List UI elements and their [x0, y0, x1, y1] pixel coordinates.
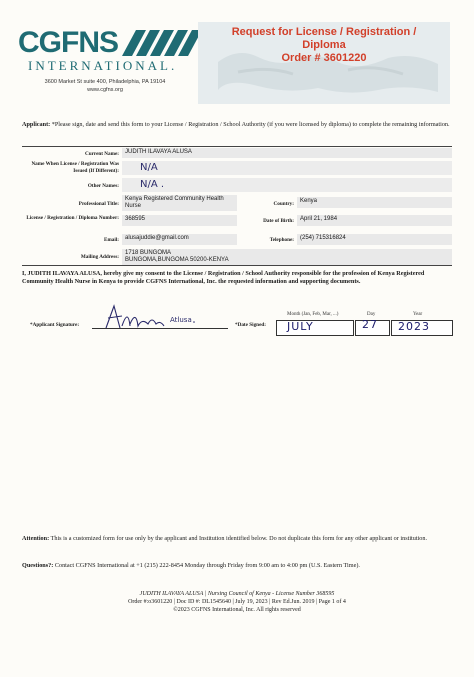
attention-lead: Attention: — [22, 535, 50, 542]
email-label: Email: — [104, 237, 119, 243]
logo-wordmark: CGFNS — [18, 26, 118, 59]
license-number-field[interactable]: 368595 — [122, 215, 237, 226]
questions-text: Contact CGFNS International at +1 (215) 222-8454 Monday through Friday from 9:00 am to 4:00 pm (U.S. Eastern Time). — [53, 562, 360, 569]
footer-line-2: Order #:o3601220 | Doc ID #: DL1545640 | July 19, 2023 | Rev Ed.Jun. 2019 | Page 1 of 4 — [128, 598, 346, 605]
other-names-label: Other Names: — [87, 183, 119, 189]
questions-notice — [22, 562, 452, 570]
month-header: Month (Jan, Feb, Mar, ...) — [287, 312, 339, 317]
banner-title — [198, 26, 450, 65]
country-label: Country: — [273, 201, 294, 207]
applicant-signature-label: *Applicant Signature: — [30, 322, 80, 328]
banner-line-3: Order # 3601220 — [281, 52, 367, 64]
banner-line-1: Request for License / Registration / — [231, 26, 417, 38]
country-field[interactable]: Kenya — [297, 197, 452, 208]
year-header: Year — [413, 312, 423, 317]
applicant-instructions — [22, 121, 452, 129]
footer-line-1 — [22, 591, 452, 599]
other-names-field[interactable] — [122, 178, 452, 192]
dob-label: Date of Birth: — [263, 218, 294, 224]
mailing-line-1: 1718 BUNGOMA — [125, 250, 172, 256]
attention-text: This is a customized form for use only by the applicant and Institution identified below. Do not duplicate this form for any other applicant or institution. — [49, 535, 428, 542]
mailing-address-field[interactable] — [122, 249, 452, 265]
date-signed-label: *Date Signed: — [235, 322, 266, 328]
telephone-field[interactable]: (254) 715316824 — [297, 234, 452, 245]
logo-subtitle: INTERNATIONAL. — [28, 58, 178, 73]
name-when-issued-field[interactable] — [122, 161, 452, 175]
day-handwriting: 27 — [362, 318, 378, 331]
questions-lead: Questions?: — [22, 562, 54, 569]
email-field[interactable]: alusajuddie@gmail.com — [122, 234, 237, 245]
month-handwriting: JULY — [287, 320, 314, 333]
other-names-handwriting: N/A . — [140, 179, 165, 190]
banner-line-2: Diploma — [302, 39, 346, 51]
header-banner — [198, 22, 450, 104]
signature-text: Atlusa — [170, 316, 192, 324]
professional-title-label: Professional Title: — [78, 201, 119, 207]
name-when-issued-label: Name When License / Registration Was Issued (If Different): — [31, 161, 119, 174]
logo-address — [30, 78, 180, 94]
name-when-issued-handwriting: N/A — [140, 162, 158, 173]
consent-statement: I, JUDITH ILAVAYA ALUSA, hereby give my consent to the License / Registration / School Authority responsible for the profession of Kenya Registered Community Health Nurse in Kenya to provide CGFNS International, Inc. the requested information and supporting documents. — [22, 270, 425, 285]
applicant-form — [22, 146, 452, 266]
applicant-signature-scribble — [100, 302, 200, 334]
year-handwriting: 2023 — [398, 320, 430, 333]
intro-lead: Applicant: — [22, 121, 51, 128]
telephone-label: Telephone: — [269, 237, 294, 243]
footer-applicant-license: JUDITH ILAVAYA ALUSA | Nursing Council of Kenya - License Number 368595 — [139, 591, 335, 597]
professional-title-field[interactable]: Kenya Registered Community Health Nurse — [122, 195, 237, 211]
mailing-line-2: BUNGOMA,BUNGOMA 50200-KENYA — [125, 257, 229, 263]
dob-field[interactable]: April 21, 1984 — [297, 215, 452, 226]
cgfns-logo — [12, 22, 212, 102]
license-number-label: License / Registration / Diploma Number: — [26, 215, 119, 221]
logo-stripes-icon — [122, 30, 202, 56]
mailing-address-label: Mailing Address: — [80, 254, 119, 260]
footer-line-3: ©2023 CGFNS International, Inc. All rights reserved — [173, 606, 301, 613]
current-name-field[interactable]: JUDITH ILAVAYA ALUSA — [122, 148, 452, 158]
current-name-label: Current Name: — [84, 151, 119, 157]
address-line-2: www.cgfns.org — [87, 87, 123, 93]
intro-text: *Please sign, date and send this form to your License / Registration / School Authority (if you were licensed by diploma) to complete the remaining information. — [50, 121, 450, 128]
document-footer — [22, 591, 452, 614]
day-header: Day — [367, 312, 376, 317]
attention-notice — [22, 535, 452, 543]
address-line-1: 3600 Market St suite 400, Philadelphia, PA 19104 — [44, 79, 166, 85]
